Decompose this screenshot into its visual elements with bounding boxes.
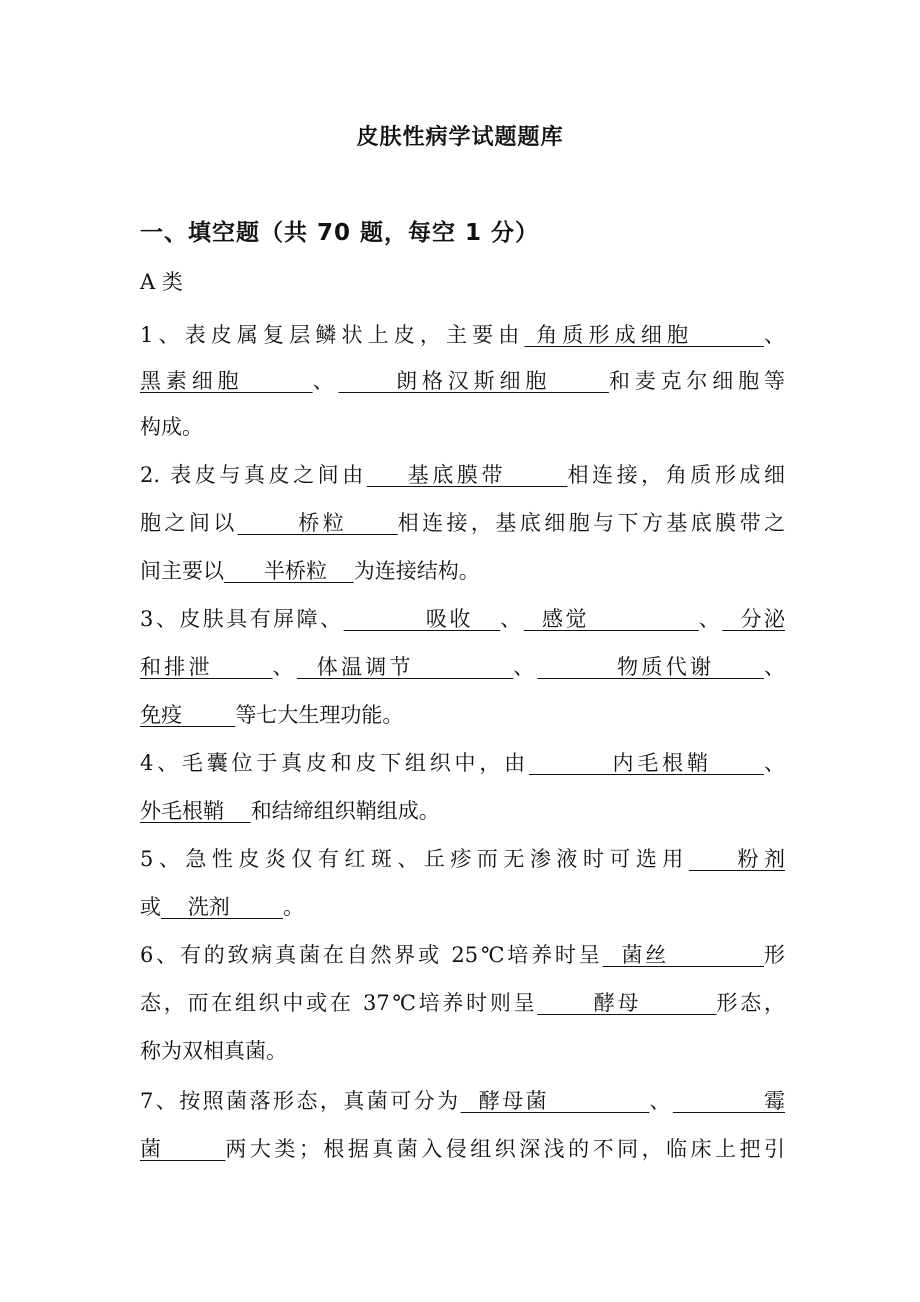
line-text: 称为双相真菌。 [140,1039,287,1063]
text-line [140,506,785,540]
line-text: 、 [764,323,785,347]
line-text: 、 [272,655,297,679]
answer-blank: 吸收 [343,607,501,631]
line-text: 和麦克尔细胞等 [608,369,785,393]
line-text: 、 [764,655,785,679]
page-title: 皮肤性病学试题题库 [356,125,564,150]
section-heading: 一、填空题（共 70 题，每空 1 分） [140,220,540,246]
line-text: 形 [764,943,785,967]
answer-blank: 酵母菌 [460,1089,650,1113]
text-line [140,364,785,398]
answer-blank: 物质代谢 [537,655,764,679]
line-text: 3、皮肤具有屏障、 [140,607,344,631]
text-line [140,318,785,352]
line-text: 胞之间以 [140,511,238,535]
line-text: 5、急性皮炎仅有红斑、丘疹而无渗液时可选用 [140,847,689,871]
text-line [140,650,785,684]
answer-blank: 感觉 [523,607,699,631]
line-text: 形态， [716,991,785,1015]
answer-blank: 基底膜带 [366,463,568,487]
line-text: 2. 表皮与真皮之间由 [140,463,367,487]
text-line [140,1084,785,1118]
text-line [140,842,785,876]
text-line [140,794,785,828]
answer-blank: 粉剂 [688,847,785,871]
text-line [140,746,785,780]
line-text: 和结缔组织鞘组成。 [250,799,440,823]
line-text: 4、毛囊位于真皮和皮下组织中，由 [140,751,529,775]
answer-blank: 菌丝 [602,943,765,967]
line-text: 6、有的致病真菌在自然界或 25℃培养时呈 [140,943,603,967]
answer-blank: 和排泄 [140,655,273,679]
text-line [140,458,785,492]
line-text: 1、表皮属复层鳞状上皮，主要由 [140,323,525,347]
answer-blank: 洗剂 [161,895,284,919]
line-text: 、 [312,369,339,393]
answer-blank: 半桥粒 [224,559,354,583]
answer-blank: 分泌 [722,607,785,631]
category-label: A 类 [140,270,183,294]
text-line [140,890,785,924]
line-text: 、 [513,655,538,679]
line-text: 间主要以 [140,559,224,583]
line-text: 构成。 [140,415,203,439]
answer-blank: 体温调节 [296,655,514,679]
answer-blank: 外毛根鞘 [140,799,251,823]
line-text: 、 [763,751,785,775]
answer-blank: 角质形成细胞 [524,323,764,347]
line-text: 为连接结构。 [353,559,480,583]
answer-blank: 霉 [672,1089,785,1113]
text-line [140,986,785,1020]
answer-blank: 菌 [140,1137,226,1161]
answer-blank: 内毛根鞘 [528,751,764,775]
text-line [140,698,785,732]
answer-blank: 免疫 [140,703,236,727]
text-line [140,410,785,444]
line-text: 态，而在组织中或在 37℃培养时则呈 [140,991,538,1015]
line-text: 相连接，基底细胞与下方基底膜带之 [397,511,785,535]
answer-blank: 桥粒 [237,511,398,535]
line-text: 7、按照菌落形态，真菌可分为 [140,1089,461,1113]
line-text: 、 [500,607,524,631]
line-text: 、 [649,1089,673,1113]
text-line [140,554,785,588]
line-text: 。 [283,895,305,919]
text-line [140,938,785,972]
line-text: 、 [698,607,723,631]
line-text: 两大类；根据真菌入侵组织深浅的不同，临床上把引 [225,1137,785,1161]
line-text: 等七大生理功能。 [235,703,404,727]
answer-blank: 朗格汉斯细胞 [338,369,609,393]
text-line [140,1132,785,1166]
line-text: 相连接，角质形成细 [567,463,785,487]
answer-blank: 酵母 [537,991,717,1015]
text-line [140,1034,785,1068]
answer-blank: 黑素细胞 [140,369,313,393]
line-text: 或 [140,895,161,919]
text-line [140,602,785,636]
